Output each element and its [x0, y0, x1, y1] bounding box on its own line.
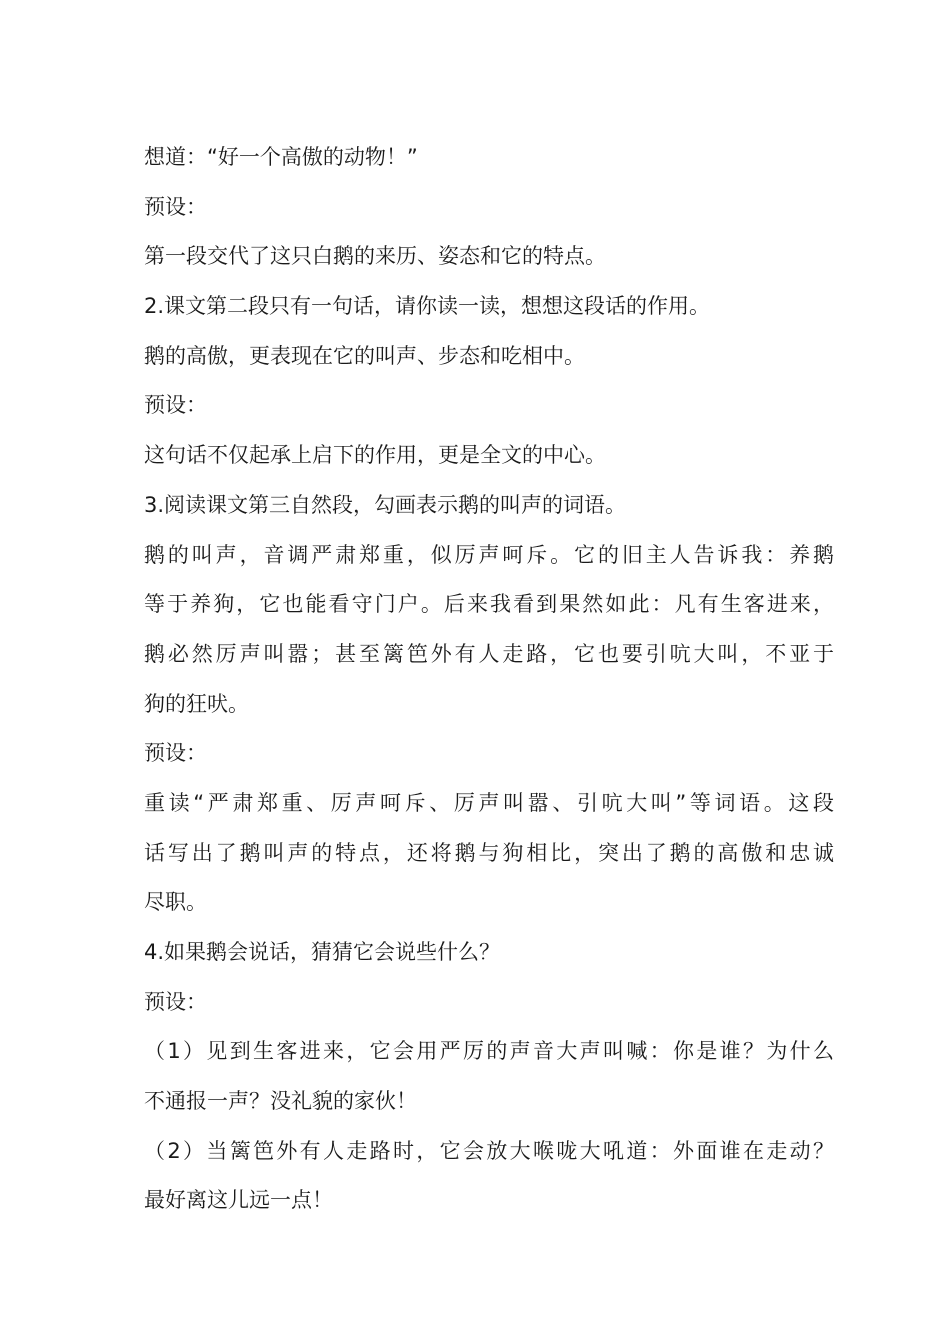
text-line: 预设： — [144, 393, 207, 418]
text-line: 第一段交代了这只白鹅的来历、姿态和它的特点。 — [144, 244, 606, 269]
question-heading: 3.阅读课文第三自然段，勾画表示鹅的叫声的词语。 — [144, 492, 627, 517]
text-line: （1）见到生客进来，它会用严厉的声音大声叫喊：你是谁？为什么 — [144, 1039, 834, 1064]
text-line: 预设： — [144, 194, 207, 219]
text-line: 狗的狂吠。 — [144, 691, 249, 716]
text-line: 这句话不仅起承上启下的作用，更是全文的中心。 — [144, 443, 606, 468]
text-line: 最好离这儿远一点！ — [144, 1188, 333, 1213]
text-line: 尽职。 — [144, 890, 207, 915]
text-line: 鹅必然厉声叫嚣；甚至篱笆外有人走路，它也要引吭大叫，不亚于 — [144, 641, 834, 666]
text-line: 不通报一声？没礼貌的家伙！ — [144, 1089, 417, 1114]
text-line: 鹅的高傲，更表现在它的叫声、步态和吃相中。 — [144, 343, 585, 368]
text-line: 预设： — [144, 989, 207, 1014]
text-line: 等于养狗，它也能看守门户。后来我看到果然如此：凡有生客进来， — [144, 592, 834, 617]
text-line: 话写出了鹅叫声的特点，还将鹅与狗相比，突出了鹅的高傲和忠诚 — [144, 840, 834, 865]
text-line: 重读“严肃郑重、厉声呵斥、厉声叫嚣、引吭大叫”等词语。这段 — [144, 790, 834, 815]
text-line: 鹅的叫声，音调严肃郑重，似厉声呵斥。它的旧主人告诉我：养鹅 — [144, 542, 834, 567]
text-line: （2）当篱笆外有人走路时，它会放大喉咙大吼道：外面谁在走动？ — [144, 1138, 834, 1163]
text-line: 想道：“好一个高傲的动物！” — [144, 145, 418, 169]
document-body — [144, 133, 834, 1226]
question-heading: 2.课文第二段只有一句话，请你读一读，想想这段话的作用。 — [144, 294, 711, 319]
question-heading: 4.如果鹅会说话，猜猜它会说些什么？ — [144, 940, 501, 964]
text-line: 预设： — [144, 741, 207, 766]
